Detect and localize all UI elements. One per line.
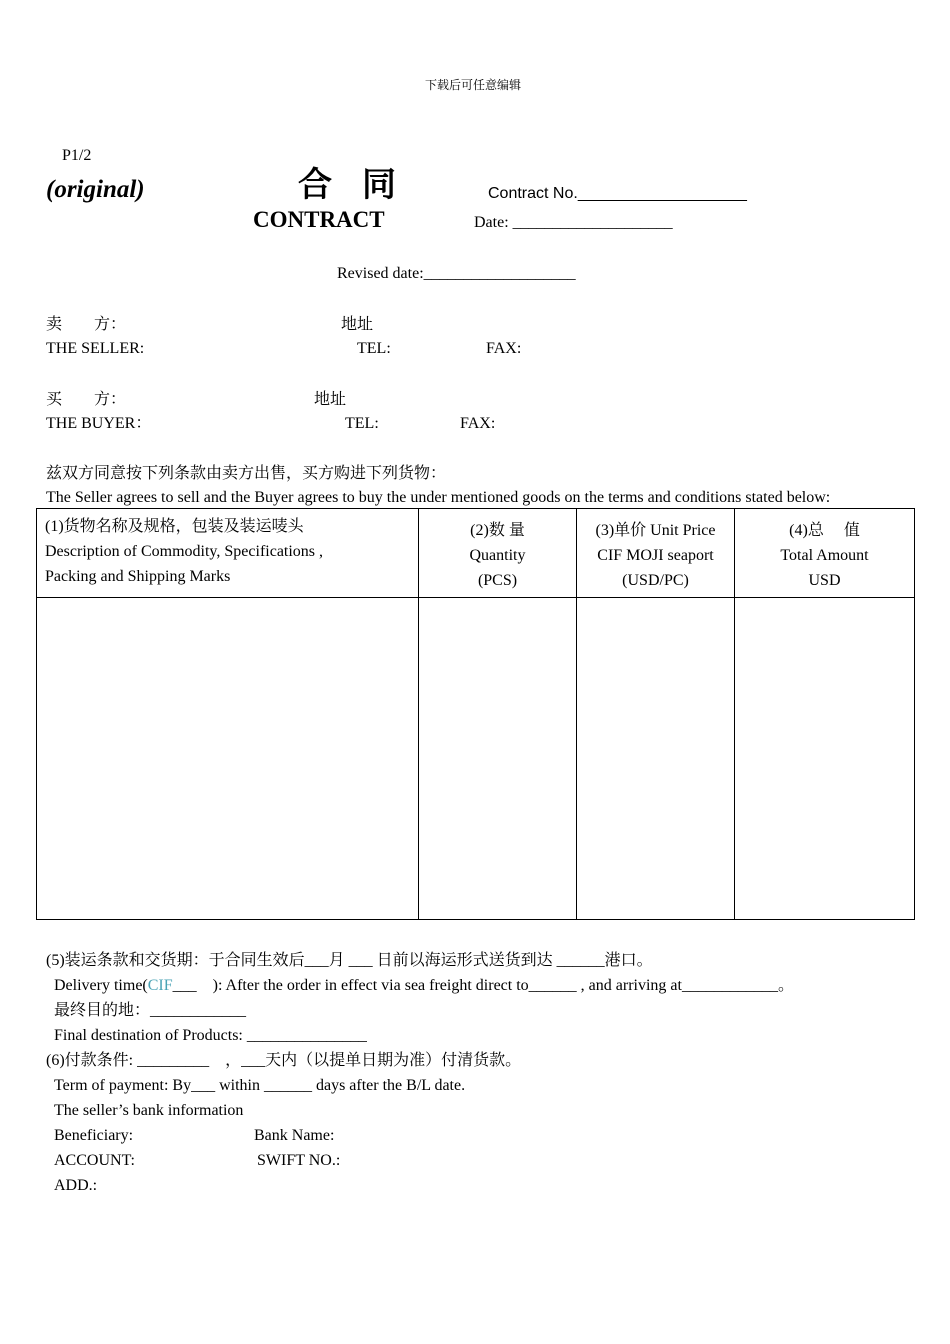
header-quantity-en: Quantity <box>469 547 526 564</box>
buyer-label-en: THE BUYER： <box>46 415 152 432</box>
delivery-time-prefix: Delivery time( <box>54 977 148 994</box>
page-number: P1/2 <box>62 147 92 164</box>
agreement-en: The Seller agrees to sell and the Buyer agrees to buy the under mentioned goods on the terms and conditions stated below: <box>46 489 831 506</box>
header-total-currency: USD <box>808 572 841 589</box>
delivery-time <box>54 977 794 995</box>
seller-label-en: THE SELLER: <box>46 340 145 357</box>
delivery-time-rest: ___ ): After the order in effect via sea freight direct to______ , and arriving at____________。 <box>172 977 794 994</box>
buyer-tel-label: TEL: <box>345 415 379 432</box>
goods-table <box>36 508 915 920</box>
beneficiary-label: Beneficiary: <box>54 1127 134 1144</box>
revised-date: Revised date:___________________ <box>337 265 576 282</box>
payment-terms-en: Term of payment: By___ within ______ days after the B/L date. <box>54 1077 466 1094</box>
agreement-cn: 兹双方同意按下列条款由卖方出售，买方购进下列货物： <box>46 465 447 482</box>
header-total-amount <box>735 509 915 598</box>
header-unit-price-title: (3)单价 Unit Price <box>595 522 716 539</box>
swift-label: SWIFT NO.: <box>257 1152 341 1169</box>
buyer-fax-label: FAX: <box>460 415 496 432</box>
header-quantity <box>419 509 577 598</box>
header-note: 下载后可任意编辑 <box>425 78 522 92</box>
table-header-row <box>37 509 915 598</box>
destination-cn: 最终目的地：____________ <box>54 1002 247 1019</box>
header-unit-price-unit: (USD/PC) <box>622 572 689 589</box>
original-label: (original) <box>46 176 145 203</box>
buyer-label-cn: 买 方： <box>46 391 127 408</box>
seller-label-cn: 卖 方： <box>46 316 127 333</box>
header-description-en-2: Packing and Shipping Marks <box>45 568 231 585</box>
cell-unit-price[interactable] <box>577 598 735 920</box>
seller-address-label: 地址 <box>341 316 374 333</box>
contract-date: Date: ____________________ <box>474 214 673 231</box>
account-label: ACCOUNT: <box>54 1152 135 1169</box>
cell-total-amount[interactable] <box>735 598 915 920</box>
cell-quantity[interactable] <box>419 598 577 920</box>
cell-description[interactable] <box>37 598 419 920</box>
destination-en: Final destination of Products: _______________ <box>54 1027 367 1044</box>
bank-name-label: Bank Name: <box>254 1127 335 1144</box>
header-description-en: Description of Commodity, Specifications , <box>45 543 324 560</box>
title-en: CONTRACT <box>253 207 385 232</box>
payment-terms-cn: (6)付款条件: _________ ，___天内（以提单日期为准）付清货款。 <box>46 1052 522 1069</box>
header-quantity-cn: (2)数 量 <box>470 522 525 539</box>
header-description <box>37 509 419 598</box>
seller-tel-label: TEL: <box>357 340 391 357</box>
address-label: ADD.: <box>54 1177 98 1194</box>
bank-info-heading: The seller’s bank information <box>54 1102 244 1119</box>
header-unit-price-terms: CIF MOJI seaport <box>597 547 714 564</box>
buyer-address-label: 地址 <box>314 391 347 408</box>
header-total-cn: (4)总 值 <box>789 522 860 539</box>
table-row <box>37 598 915 920</box>
header-unit-price <box>577 509 735 598</box>
seller-fax-label: FAX: <box>486 340 522 357</box>
header-description-cn: (1)货物名称及规格，包装及装运唛头 <box>45 518 304 535</box>
title-cn: 合同 <box>298 165 426 205</box>
delivery-time-cif: CIF <box>147 977 173 994</box>
shipment-terms-cn: (5)装运条款和交货期：于合同生效后___月 ___ 日前以海运形式送货到达 ______港口。 <box>46 952 653 969</box>
contract-no: Contract No.___________________ <box>488 185 747 202</box>
header-total-en: Total Amount <box>780 547 869 564</box>
header-quantity-unit: (PCS) <box>477 572 518 589</box>
